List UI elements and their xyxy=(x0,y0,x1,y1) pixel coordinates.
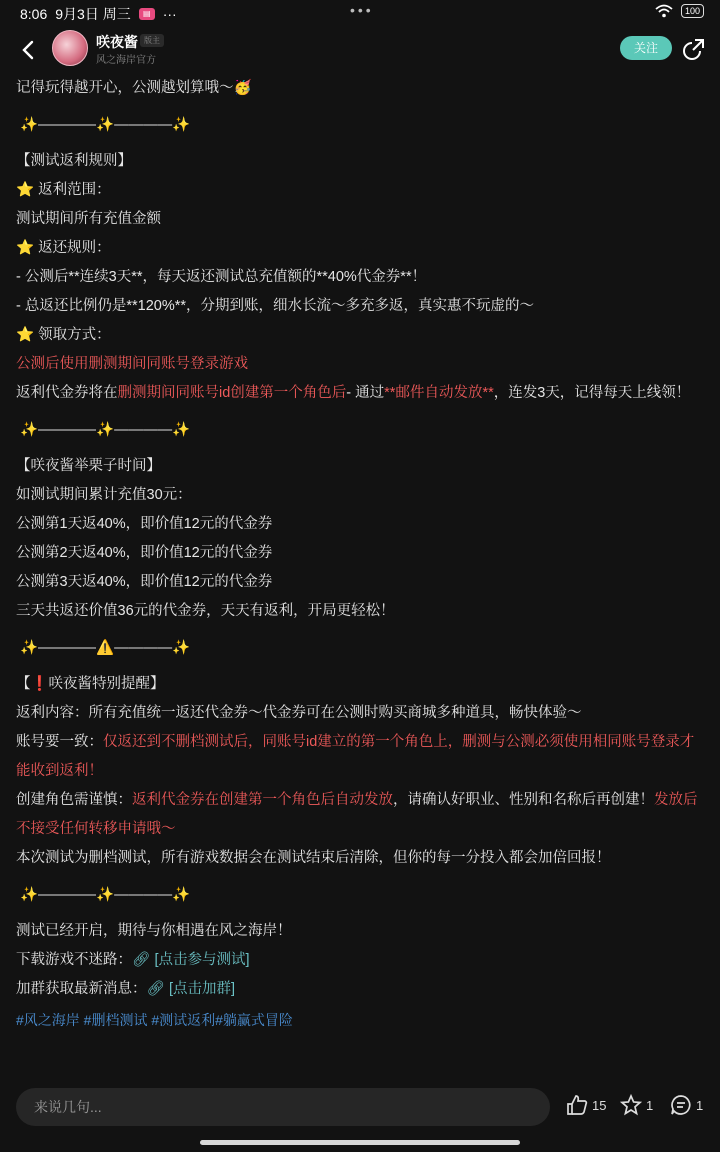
share-icon xyxy=(682,37,706,61)
download-line: 下载游戏不迷路：🔗︎ [点击参与测试] xyxy=(16,952,250,968)
claim-label: ⭐ 领取方式： xyxy=(16,327,111,343)
status-date: 9月3日 周三 xyxy=(55,6,131,22)
comment-button[interactable] xyxy=(670,1094,703,1116)
moderator-badge: 版主 xyxy=(140,34,164,47)
author-name[interactable]: 咲夜酱 xyxy=(96,34,138,50)
back-arrow-icon xyxy=(21,40,35,60)
divider: ✨————✨————✨ xyxy=(20,422,191,438)
app-notification-icon: ▤ xyxy=(139,8,155,20)
reminder-line: 本次测试为删档测试，所有游戏数据会在测试结束后清除，但你的每一分投入都会加倍回报！ xyxy=(16,850,611,866)
scope-text: 测试期间所有充值金额 xyxy=(16,211,161,227)
divider: ✨————✨————✨ xyxy=(20,887,191,903)
like-count: 15 xyxy=(592,1097,607,1113)
group-link[interactable]: 🔗︎ [点击加群] xyxy=(146,981,236,997)
like-button[interactable] xyxy=(566,1094,606,1116)
window-dots[interactable]: ••• xyxy=(350,2,374,18)
group-line: 加群获取最新消息：🔗︎ [点击加群] xyxy=(16,981,236,997)
author-subtitle: 风之海岸官方 xyxy=(96,55,156,66)
example-line: 公测第2天返40%，即价值12元的代金券 xyxy=(16,545,273,561)
status-time: 8:06 xyxy=(20,6,48,22)
account-reminder: 账号要一致：仅返还到不删档测试后，同账号id建立的第一个角色上，删测与公测必须使用相同账号登录才能收到返利！ xyxy=(16,734,695,779)
section-title: 【咲夜酱举栗子时间】 xyxy=(16,458,161,474)
comment-count: 1 xyxy=(696,1097,704,1113)
intro-text: 记得玩得越开心，公测越划算哦～🥳 xyxy=(16,80,252,96)
battery-icon: 100 xyxy=(681,4,704,18)
follow-button[interactable]: 关注 xyxy=(620,36,672,60)
example-line: 三天共返还价值36元的代金券，天天有返利，开局更轻松！ xyxy=(16,603,395,619)
comment-input[interactable]: 来说几句... xyxy=(16,1088,550,1126)
home-indicator[interactable] xyxy=(200,1140,520,1145)
divider: ✨————⚠️————✨ xyxy=(20,640,191,656)
avatar[interactable] xyxy=(52,30,88,66)
status-bar xyxy=(0,0,720,24)
back-button[interactable] xyxy=(14,34,42,66)
post-body xyxy=(16,74,706,1030)
share-button[interactable] xyxy=(682,37,706,61)
rule-label: ⭐ 返还规则： xyxy=(16,240,111,256)
divider: ✨————✨————✨ xyxy=(20,117,191,133)
example-line: 如测试期间累计充值30元： xyxy=(16,487,192,503)
bottom-bar xyxy=(0,1082,720,1152)
role-reminder: 创建角色需谨慎：返利代金券在创建第一个角色后自动发放，请确认好职业、性别和名称后再创建！发放后不接受任何转移申请哦～ xyxy=(16,792,698,837)
comment-icon xyxy=(670,1094,692,1116)
download-link[interactable]: 🔗︎ [点击参与测试] xyxy=(132,952,250,968)
star-icon xyxy=(620,1094,642,1116)
example-line: 公测第3天返40%，即价值12元的代金券 xyxy=(16,574,273,590)
hashtags[interactable]: #风之海岸 #删档测试 #测试返利#躺赢式冒险 xyxy=(16,1012,293,1028)
claim-highlight: 公测后使用删测期间同账号登录游戏 xyxy=(16,356,248,372)
link-icon: 🔗︎ xyxy=(132,952,151,968)
section-title: 【❗咲夜酱特别提醒】 xyxy=(16,676,165,692)
link-icon: 🔗︎ xyxy=(146,981,165,997)
wifi-icon xyxy=(655,4,673,18)
favorite-count: 1 xyxy=(646,1097,654,1113)
favorite-button[interactable] xyxy=(620,1094,653,1116)
rule-line: - 总返还比例仍是**120%**，分期到账，细水长流～多充多返，真实惠不玩虚的～ xyxy=(16,298,535,314)
example-line: 公测第1天返40%，即价值12元的代金券 xyxy=(16,516,273,532)
reminder-line: 返利内容：所有充值统一返还代金券～代金券可在公测时购买商城多种道具，畅快体验～ xyxy=(16,705,582,721)
rule-line: - 公测后**连续3天**，每天返还测试总充值额的**40%代金券**！ xyxy=(16,269,427,285)
thumbs-up-icon xyxy=(566,1094,588,1116)
post-header xyxy=(0,30,720,70)
section-title: 【测试返利规则】 xyxy=(16,153,132,169)
scope-label: ⭐ 返利范围： xyxy=(16,182,111,198)
closing-line: 测试已经开启，期待与你相遇在风之海岸！ xyxy=(16,923,292,939)
status-more: ··· xyxy=(162,6,177,22)
claim-paragraph: 返利代金券将在删测期间同账号id创建第一个角色后- 通过**邮件自动发放**，连发3天，记得每天上线领！ xyxy=(16,385,691,401)
